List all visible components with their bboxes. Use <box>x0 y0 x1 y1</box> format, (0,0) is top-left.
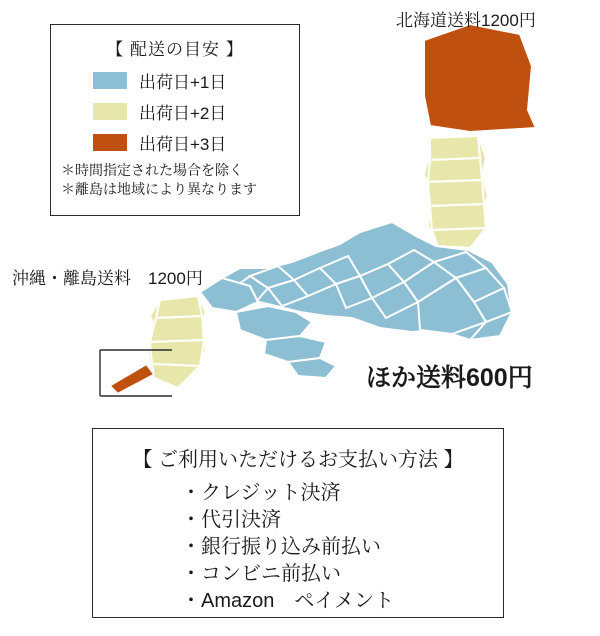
legend-notes <box>51 161 299 199</box>
list-item: ・クレジット決済 <box>181 482 341 504</box>
legend-swatch-plus3 <box>93 134 127 151</box>
payment-methods-box <box>92 428 504 618</box>
list-item: ・銀行振り込み前払い <box>181 536 381 558</box>
list-item: ・コンビニ前払い <box>181 563 341 585</box>
legend-swatch-plus1 <box>93 72 127 89</box>
legend-label: 出荷日+3日 <box>139 135 227 154</box>
hokkaido-shipping-label: 北海道送料1200円 <box>396 11 536 30</box>
legend-note: ＊時間指定された場合を除く <box>61 162 243 178</box>
other-shipping-label: ほか送料600円 <box>366 364 533 392</box>
payment-title: 【 ご利用いただけるお支払い方法 】 <box>132 449 464 471</box>
list-item: ・Amazon ペイメント <box>181 590 395 612</box>
legend-row <box>93 68 299 93</box>
list-item: ・代引決済 <box>181 509 281 531</box>
delivery-legend <box>50 24 300 216</box>
legend-label: 出荷日+2日 <box>139 104 227 123</box>
legend-row <box>93 99 299 124</box>
legend-swatch-plus2 <box>93 103 127 120</box>
map-region-tohoku <box>424 136 488 248</box>
legend-rows <box>51 68 299 155</box>
legend-note: ＊離島は地域により異なります <box>61 180 257 197</box>
payment-methods-list <box>93 480 503 615</box>
map-region-hokkaido <box>424 24 536 132</box>
legend-row <box>93 130 299 155</box>
map-region-okinawa <box>148 296 206 388</box>
legend-title: 【 配送の目安 】 <box>106 40 244 59</box>
okinawa-shipping-label: 沖縄・離島送料 1200円 <box>12 269 203 288</box>
legend-label: 出荷日+1日 <box>139 73 227 92</box>
